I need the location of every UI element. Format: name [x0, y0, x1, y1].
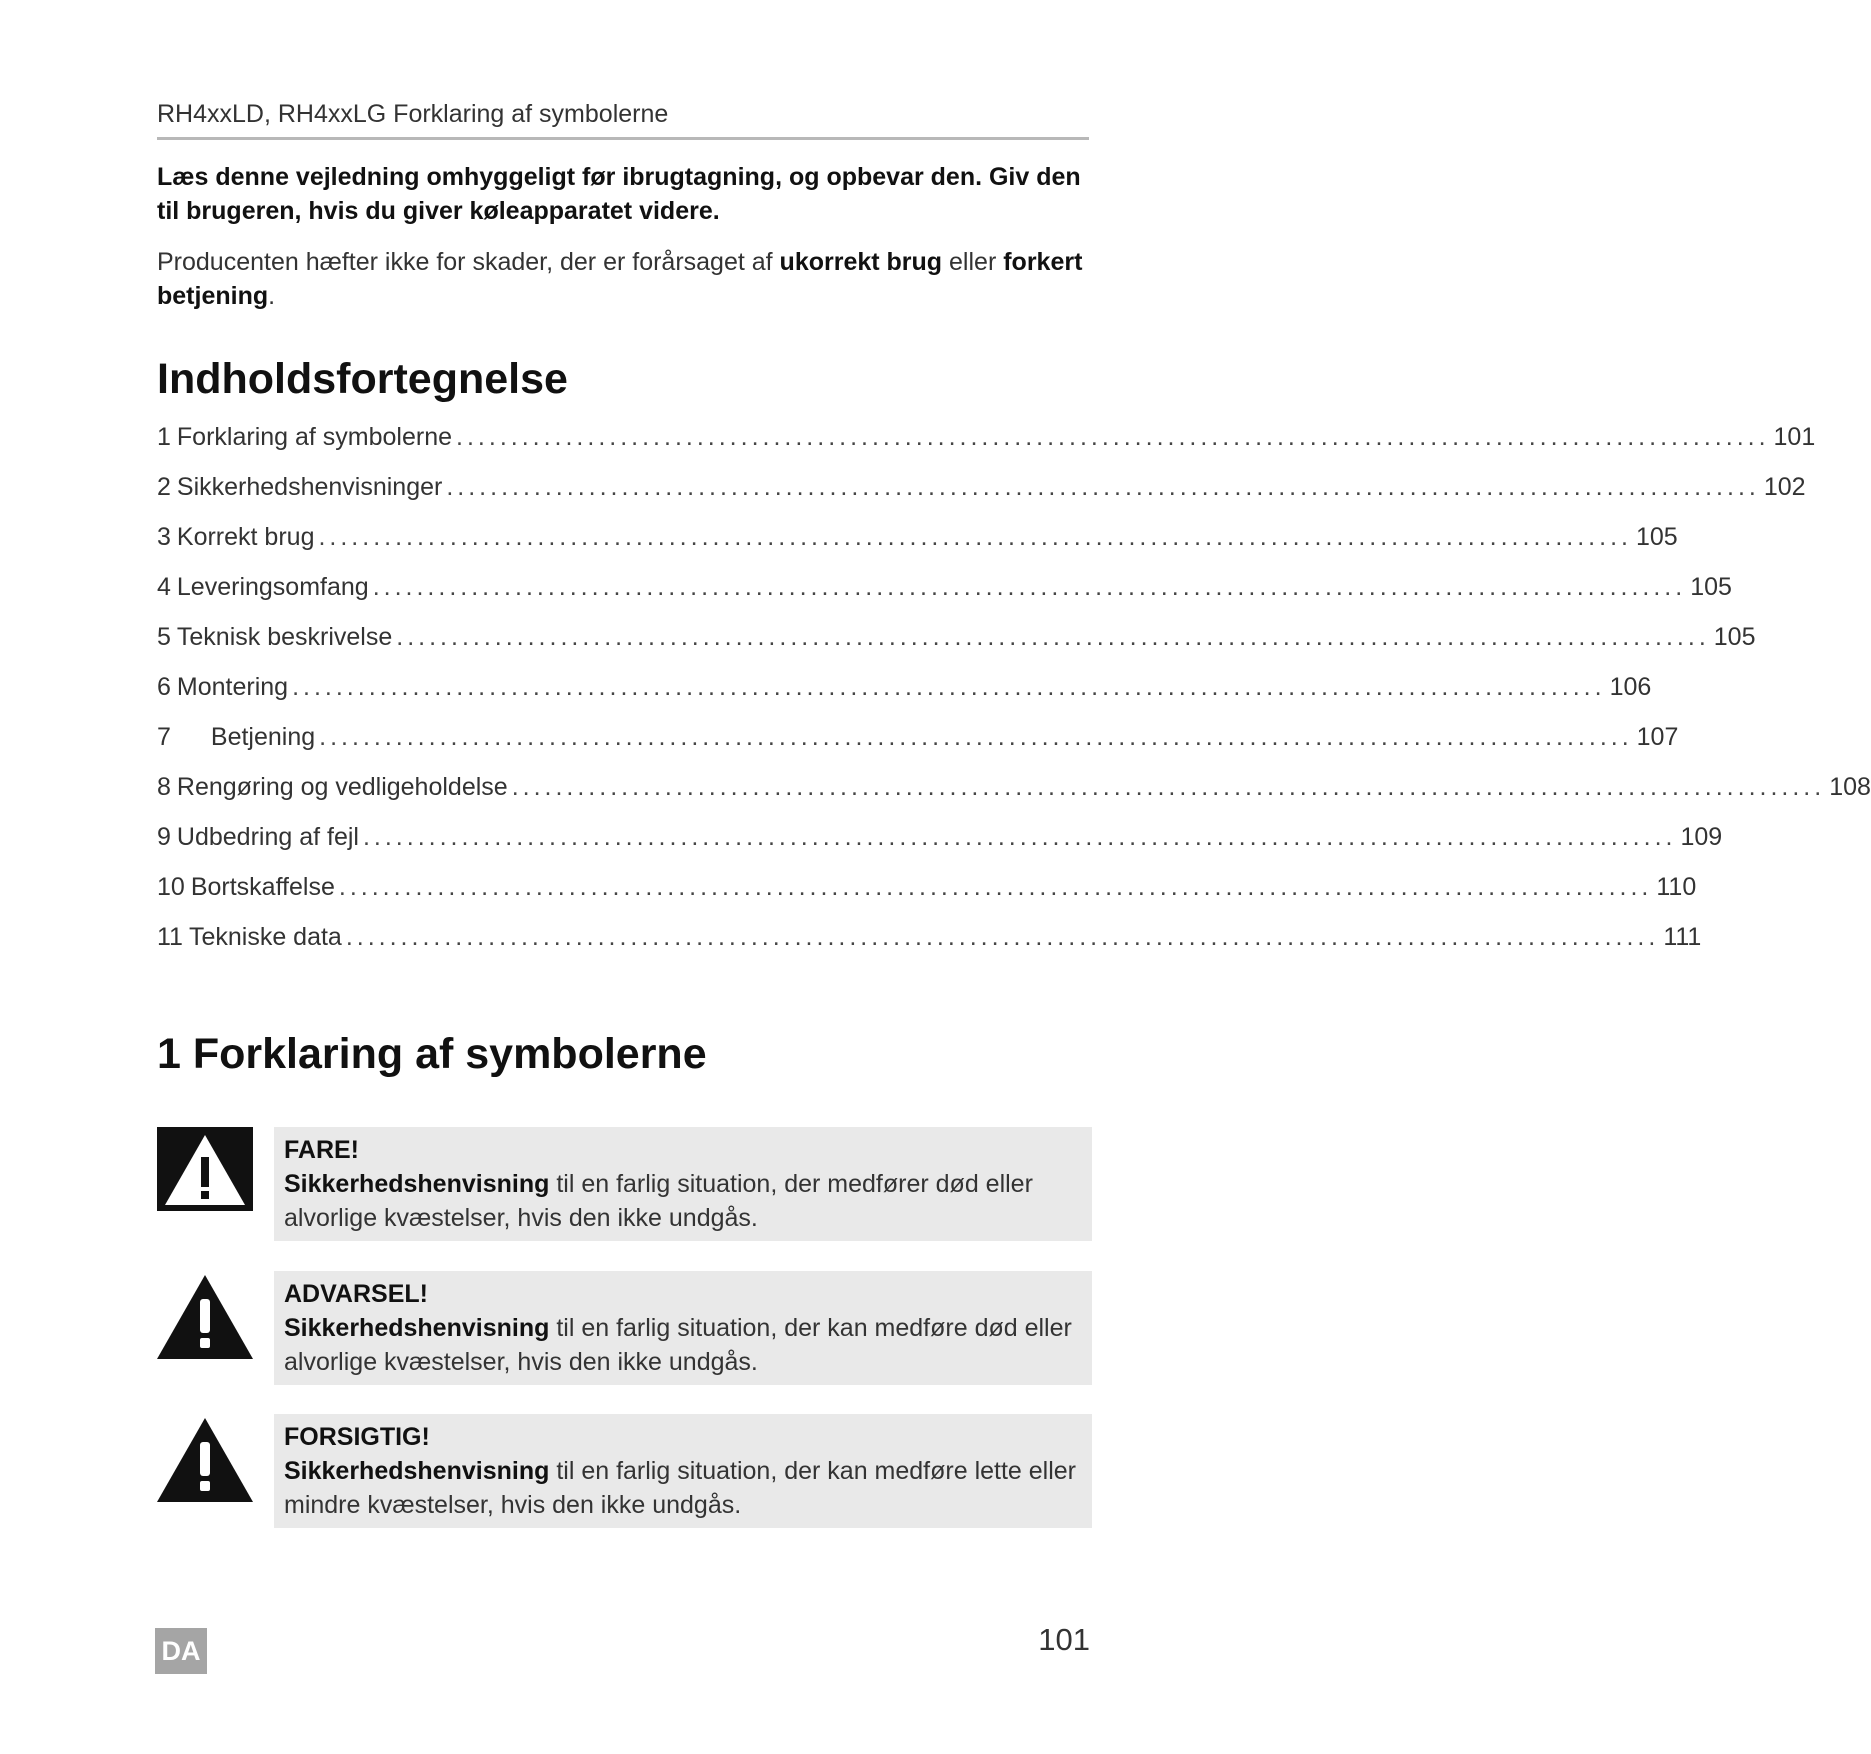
- toc-entry-label: Tekniske data: [188, 923, 342, 951]
- toc-entry-label: Udbedring af fejl: [176, 823, 359, 851]
- toc-entry-page: 106: [1609, 673, 1652, 701]
- notice-text: til en farlig situation, der medfører død eller alvorlige kvæstelser, hvis den ikke undgås.: [284, 1170, 1033, 1232]
- disclaimer-term-misuse: ukorrekt brug: [779, 248, 943, 276]
- toc-entry-page: 110: [1656, 873, 1697, 901]
- toc-dot-leader: ........................................................................................................................: [372, 573, 1687, 601]
- toc-dot-leader: ........................................................................................................................: [292, 673, 1606, 701]
- toc-entry-number: 1: [157, 423, 171, 451]
- toc-entry-page: 105: [1690, 573, 1732, 601]
- toc-entry[interactable]: [157, 573, 1732, 613]
- notice-box: [274, 1414, 1092, 1528]
- toc-entry-label: Forklaring af symbolerne: [176, 423, 453, 451]
- notice-box: [274, 1127, 1092, 1241]
- toc-entry-page: 105: [1635, 523, 1678, 551]
- toc-entry-number: 2: [157, 473, 171, 501]
- toc-entry[interactable]: [157, 473, 1806, 513]
- caution-triangle-icon: [157, 1418, 253, 1508]
- toc-title: Indholdsfortegnelse: [157, 355, 568, 403]
- toc-entry-number: 8: [157, 773, 171, 801]
- disclaimer-prefix: Producenten hæfter ikke for skader, der er forårsaget af: [157, 248, 780, 276]
- danger-notice: [157, 1127, 1092, 1243]
- toc-entry[interactable]: [157, 623, 1756, 663]
- toc-dot-leader: ........................................................................................................................: [318, 523, 1632, 551]
- toc-entry-page: 105: [1713, 623, 1756, 651]
- notice-term: Sikkerhedshenvisning: [284, 1314, 550, 1342]
- toc-entry-number: 4: [157, 573, 171, 601]
- toc-entry-page: 108: [1829, 773, 1871, 801]
- toc-dot-leader: ........................................................................................................................: [446, 473, 1760, 501]
- language-badge: DA: [155, 1628, 207, 1674]
- toc-entry-page: 107: [1636, 723, 1679, 751]
- toc-entry-label: Korrekt brug: [176, 523, 315, 551]
- toc-entry-label: Leveringsomfang: [176, 573, 369, 601]
- toc-entry[interactable]: [157, 523, 1678, 563]
- section-title: 1 Forklaring af symbolerne: [157, 1030, 707, 1078]
- toc-dot-leader: ........................................................................................................................: [345, 923, 1660, 951]
- toc-entry-label: Sikkerhedshenvisninger: [176, 473, 443, 501]
- notice-heading: ADVARSEL!: [284, 1280, 428, 1308]
- toc-entry-number: 6: [157, 673, 171, 701]
- notice-heading: FORSIGTIG!: [284, 1423, 430, 1451]
- toc-entry-page: 111: [1663, 923, 1702, 951]
- toc-entry-number: 3: [157, 523, 171, 551]
- toc-entry[interactable]: [157, 423, 1816, 463]
- notice-text: til en farlig situation, der kan medføre død eller alvorlige kvæstelser, hvis den ikke undgås.: [284, 1314, 1072, 1376]
- toc-entry-label: Rengøring og vedligeholdelse: [176, 773, 508, 801]
- toc-entry[interactable]: [157, 673, 1652, 713]
- toc-entry[interactable]: [157, 723, 1679, 763]
- toc-entry-number: 5: [157, 623, 171, 651]
- warning-triangle-icon: [157, 1275, 253, 1365]
- disclaimer-suffix: .: [268, 282, 276, 310]
- toc-dot-leader: ........................................................................................................................: [362, 823, 1677, 851]
- toc-entry-page: 102: [1763, 473, 1806, 501]
- liability-disclaimer: [157, 245, 1092, 313]
- toc-entry-label: Bortskaffelse: [190, 873, 335, 901]
- running-header: RH4xxLD, RH4xxLG Forklaring af symbolerne: [157, 100, 1089, 140]
- toc-dot-leader: ........................................................................................................................: [396, 623, 1710, 651]
- toc-entry-label: Teknisk beskrivelse: [176, 623, 393, 651]
- toc-entry-page: 109: [1680, 823, 1723, 851]
- caution-notice: [157, 1414, 1092, 1530]
- disclaimer-middle: eller: [942, 248, 1004, 276]
- warning-notice: [157, 1271, 1092, 1387]
- toc-entry-number: 11: [157, 923, 183, 951]
- notice-term: Sikkerhedshenvisning: [284, 1457, 550, 1485]
- toc-entry-number: 10: [157, 873, 185, 901]
- toc-entry-number: 9: [157, 823, 171, 851]
- toc-dot-leader: ........................................................................................................................: [511, 773, 1826, 801]
- toc-entry[interactable]: [157, 773, 1871, 813]
- toc-entry-label: Montering: [176, 673, 289, 701]
- read-manual-notice: Læs denne vejledning omhyggeligt før ibrugtagning, og opbevar den. Giv den til brugeren, hvis du giver køleapparatet videre.: [157, 163, 1081, 225]
- toc-entry-page: 101: [1773, 423, 1816, 451]
- toc-dot-leader: ........................................................................................................................: [338, 873, 1653, 901]
- toc-entry-label: Betjening: [210, 723, 316, 751]
- toc-entry-number: 7: [157, 723, 171, 751]
- notice-heading: FARE!: [284, 1136, 359, 1164]
- toc-entry[interactable]: [157, 823, 1723, 863]
- notice-term: Sikkerhedshenvisning: [284, 1170, 550, 1198]
- toc-dot-leader: ........................................................................................................................: [456, 423, 1770, 451]
- notice-box: [274, 1271, 1092, 1385]
- disclaimer-term-operation: forkert betjening: [157, 248, 1083, 310]
- toc-entry[interactable]: [157, 873, 1697, 913]
- danger-warning-icon: [157, 1127, 253, 1217]
- toc-entry[interactable]: [157, 923, 1702, 963]
- page-number: 101: [1038, 1622, 1090, 1657]
- toc-dot-leader: ........................................................................................................................: [319, 723, 1633, 751]
- notice-text: til en farlig situation, der kan medføre lette eller mindre kvæstelser, hvis den ikke undgås.: [284, 1457, 1077, 1519]
